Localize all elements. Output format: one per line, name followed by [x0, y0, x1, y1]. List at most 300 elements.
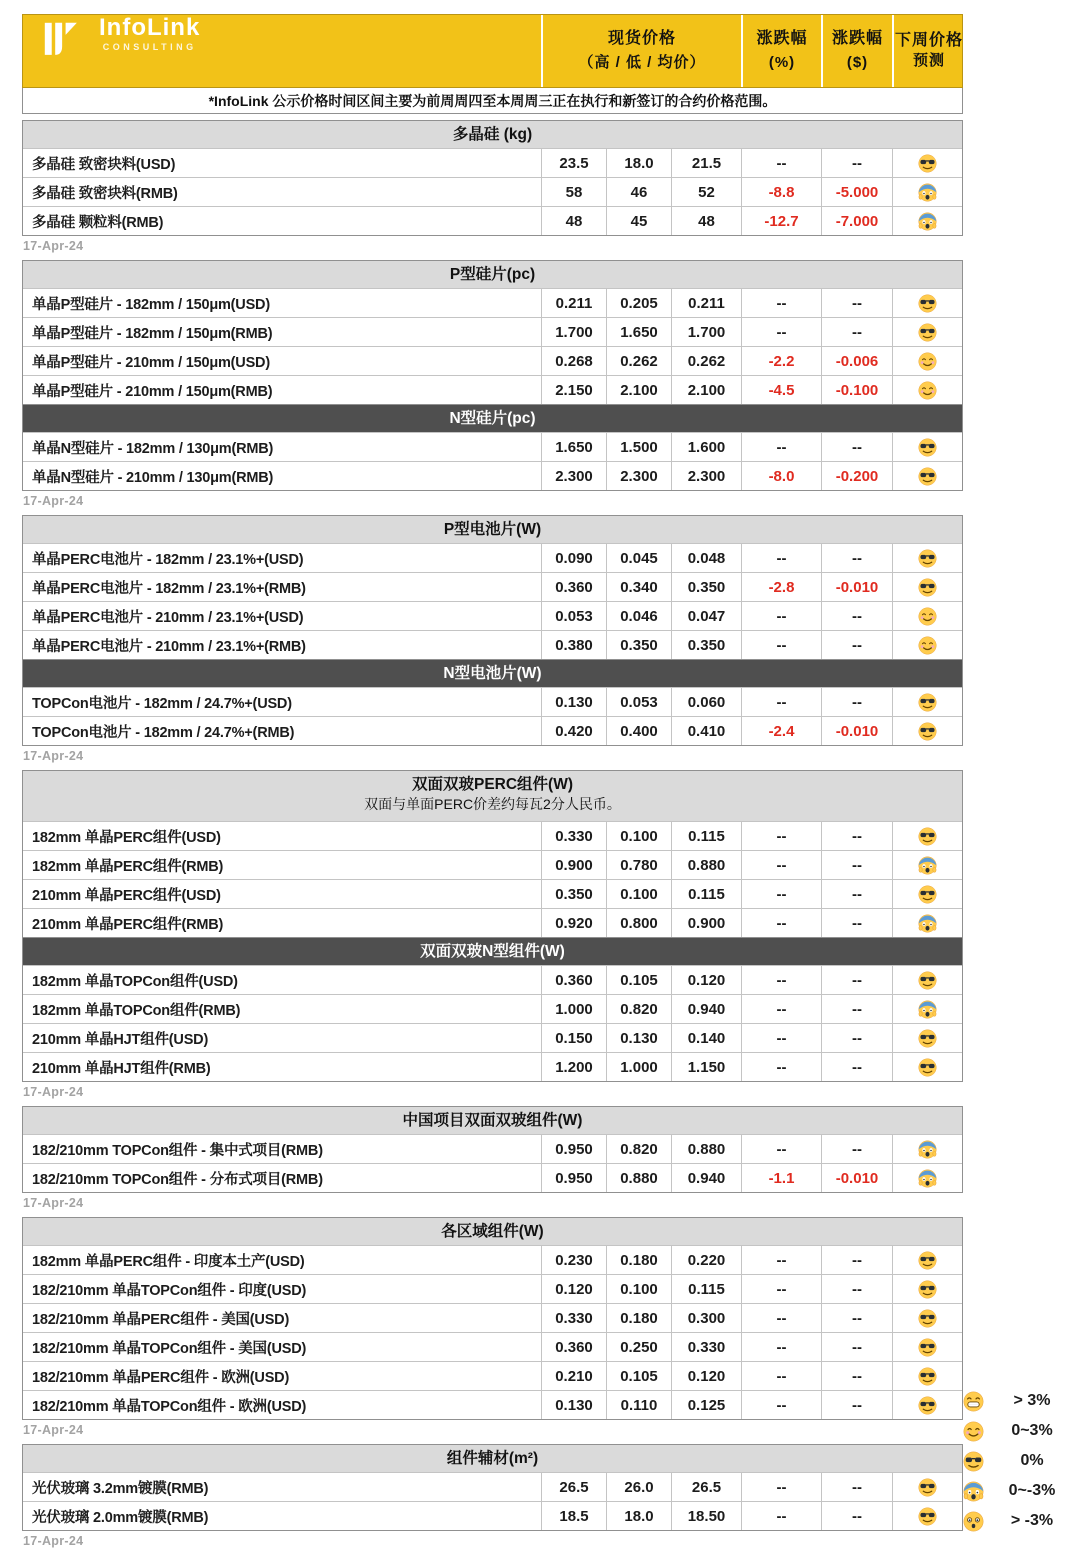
cell-high: 58 [541, 178, 606, 206]
table-row [23, 630, 962, 659]
cell-change-pct: -- [741, 966, 821, 994]
cell-forecast [892, 1164, 962, 1192]
cell-change-pct: -8.0 [741, 462, 821, 490]
cell-name: 182/210mm 单晶TOPCon组件 - 欧洲(USD) [32, 1398, 307, 1415]
sunglasses-emoji-icon [918, 467, 937, 486]
cell-name: 210mm 单晶PERC组件(USD) [32, 887, 221, 904]
column-header-forecast: 下周价格 预测 [892, 15, 964, 87]
cell-avg: 0.262 [671, 347, 741, 375]
cell-change-usd: -- [821, 318, 892, 346]
sunglasses-emoji-icon [918, 1280, 937, 1299]
cell-change-usd: -0.010 [821, 717, 892, 745]
cell-forecast [892, 1502, 962, 1530]
date-stamp: 17-Apr-24 [23, 1085, 84, 1099]
cell-change-usd: -- [821, 995, 892, 1023]
sunglasses-emoji-icon [918, 693, 937, 712]
cell-high: 48 [541, 207, 606, 235]
cell-forecast [892, 1473, 962, 1501]
cell-change-usd: -- [821, 289, 892, 317]
cell-high: 2.150 [541, 376, 606, 404]
date-stamp: 17-Apr-24 [23, 1423, 84, 1437]
section-header [23, 516, 962, 543]
legend-label: > 3% [1013, 1392, 1051, 1409]
cell-low: 1.500 [606, 433, 671, 461]
sunglasses-emoji-icon [918, 294, 937, 313]
legend-entry [960, 1386, 1078, 1416]
cell-low: 2.300 [606, 462, 671, 490]
table-row [23, 908, 962, 937]
cell-change-usd: -- [821, 1333, 892, 1361]
section-title: N型电池片(W) [443, 665, 542, 682]
cell-forecast [892, 1024, 962, 1052]
cell-change-pct: -- [741, 602, 821, 630]
section-group [22, 1217, 963, 1420]
cell-forecast [892, 1246, 962, 1274]
cell-change-pct: -- [741, 688, 821, 716]
cell-low: 0.110 [606, 1391, 671, 1419]
cell-forecast [892, 602, 962, 630]
cell-high: 1.200 [541, 1053, 606, 1081]
cell-forecast [892, 178, 962, 206]
cell-name: 单晶P型硅片 - 182mm / 150μm(USD) [32, 296, 270, 313]
cell-low: 0.350 [606, 631, 671, 659]
cell-forecast [892, 1391, 962, 1419]
cell-high: 0.053 [541, 602, 606, 630]
table-row [23, 601, 962, 630]
date-stamp: 17-Apr-24 [23, 1534, 84, 1548]
date-stamp: 17-Apr-24 [23, 1196, 84, 1210]
cell-change-pct: -- [741, 1053, 821, 1081]
cell-low: 0.053 [606, 688, 671, 716]
cell-change-usd: -- [821, 1024, 892, 1052]
cell-change-usd: -- [821, 1502, 892, 1530]
cell-name: 182mm 单晶PERC组件(RMB) [32, 858, 224, 875]
legend-label: > -3% [1010, 1512, 1054, 1529]
cell-forecast [892, 289, 962, 317]
section-group [22, 1444, 963, 1531]
date-stamp: 17-Apr-24 [23, 494, 84, 508]
legend-label: 0~3% [1011, 1422, 1053, 1439]
cell-name: 210mm 单晶HJT组件(RMB) [32, 1060, 211, 1077]
cell-change-usd: -- [821, 1391, 892, 1419]
cell-change-pct: -- [741, 631, 821, 659]
cell-change-usd: -- [821, 631, 892, 659]
cell-change-pct: -- [741, 1024, 821, 1052]
cell-avg: 2.100 [671, 376, 741, 404]
cell-name: 单晶PERC电池片 - 210mm / 23.1%+(RMB) [32, 638, 306, 655]
cell-low: 45 [606, 207, 671, 235]
section-group [22, 260, 963, 491]
cell-forecast [892, 717, 962, 745]
logo-sub-text: CONSULTING [102, 42, 197, 52]
cell-avg: 0.940 [671, 995, 741, 1023]
table-row [23, 1134, 962, 1163]
cell-avg: 1.600 [671, 433, 741, 461]
cell-change-pct: -- [741, 1304, 821, 1332]
cell-high: 0.950 [541, 1135, 606, 1163]
infolink-logo-icon [37, 15, 89, 67]
cell-change-pct: -8.8 [741, 178, 821, 206]
cell-change-pct: -2.2 [741, 347, 821, 375]
cell-forecast [892, 966, 962, 994]
cell-avg: 0.350 [671, 631, 741, 659]
table-row [23, 288, 962, 317]
cell-name: 182mm 单晶TOPCon组件(USD) [32, 973, 238, 990]
cell-low: 0.340 [606, 573, 671, 601]
cell-avg: 0.350 [671, 573, 741, 601]
cell-change-usd: -- [821, 909, 892, 937]
cell-avg: 2.300 [671, 462, 741, 490]
cell-low: 18.0 [606, 149, 671, 177]
section-group [22, 1106, 963, 1193]
cell-change-usd: -- [821, 1304, 892, 1332]
table-row [23, 1361, 962, 1390]
cell-forecast [892, 822, 962, 850]
cell-name: 182/210mm TOPCon组件 - 集中式项目(RMB) [32, 1142, 323, 1159]
cell-name: 182mm 单晶TOPCon组件(RMB) [32, 1002, 241, 1019]
section-header [23, 1445, 962, 1472]
cell-change-pct: -- [741, 149, 821, 177]
cell-high: 0.130 [541, 1391, 606, 1419]
cell-forecast [892, 880, 962, 908]
cell-avg: 1.150 [671, 1053, 741, 1081]
cell-change-pct: -- [741, 995, 821, 1023]
legend-label: 0% [1020, 1452, 1044, 1469]
price-period-note: *InfoLink 公示价格时间区间主要为前周周四至本周周三正在执行和新签订的合约价格范围。 [22, 88, 963, 114]
sunglasses-emoji-icon [918, 1058, 937, 1077]
cell-change-usd: -5.000 [821, 178, 892, 206]
cell-name: 182/210mm 单晶TOPCon组件 - 印度(USD) [32, 1282, 307, 1299]
cell-change-pct: -- [741, 318, 821, 346]
cell-avg: 0.410 [671, 717, 741, 745]
cell-change-usd: -- [821, 851, 892, 879]
section-title: P型电池片(W) [443, 521, 542, 538]
cell-change-pct: -- [741, 1502, 821, 1530]
cell-forecast [892, 462, 962, 490]
cell-change-usd: -0.200 [821, 462, 892, 490]
sunglasses-emoji-icon [918, 885, 937, 904]
cell-forecast [892, 433, 962, 461]
cell-forecast [892, 1362, 962, 1390]
table-row [23, 1303, 962, 1332]
table-row [23, 1332, 962, 1361]
cell-avg: 0.211 [671, 289, 741, 317]
cell-name: TOPCon电池片 - 182mm / 24.7%+(RMB) [32, 724, 295, 741]
legend-icon-wrap [960, 1481, 986, 1502]
cell-high: 1.650 [541, 433, 606, 461]
cell-change-usd: -- [821, 433, 892, 461]
section-title: P型硅片(pc) [449, 266, 536, 283]
cell-change-usd: -- [821, 1362, 892, 1390]
cell-name: TOPCon电池片 - 182mm / 24.7%+(USD) [32, 695, 292, 712]
cell-high: 0.900 [541, 851, 606, 879]
smile-emoji-icon [918, 607, 937, 626]
cell-avg: 48 [671, 207, 741, 235]
scream-emoji-icon [918, 183, 937, 202]
sunglasses-emoji-icon [918, 323, 937, 342]
date-stamp: 17-Apr-24 [23, 239, 84, 253]
cell-name: 多晶硅 致密块料(RMB) [32, 185, 178, 202]
scream-emoji-icon [918, 1000, 937, 1019]
sunglasses-emoji-icon [918, 1507, 937, 1526]
table-row [23, 148, 962, 177]
section-header [23, 1218, 962, 1245]
cell-change-pct: -- [741, 851, 821, 879]
smile-emoji-icon [918, 352, 937, 371]
table-row [23, 1390, 962, 1419]
cell-forecast [892, 1135, 962, 1163]
legend-icon-wrap [960, 1391, 986, 1412]
table-row [23, 206, 962, 235]
cell-change-pct: -- [741, 1473, 821, 1501]
table-row [23, 1023, 962, 1052]
cell-change-pct: -2.4 [741, 717, 821, 745]
cell-low: 0.100 [606, 1275, 671, 1303]
cell-low: 0.100 [606, 822, 671, 850]
column-header-change-pct: 涨跌幅 (%) [741, 15, 821, 87]
smile-emoji-icon [918, 381, 937, 400]
section-subnote: 双面与单面PERC价差约每瓦2分人民币。 [364, 796, 621, 812]
cell-high: 0.150 [541, 1024, 606, 1052]
cell-name: 光伏玻璃 2.0mm镀膜(RMB) [32, 1509, 209, 1526]
cell-low: 1.000 [606, 1053, 671, 1081]
cell-low: 0.046 [606, 602, 671, 630]
cell-avg: 0.125 [671, 1391, 741, 1419]
section-title: 双面双玻PERC组件(W) [411, 776, 574, 793]
cell-forecast [892, 573, 962, 601]
cell-change-usd: -0.006 [821, 347, 892, 375]
cell-high: 0.360 [541, 573, 606, 601]
cell-forecast [892, 851, 962, 879]
table-row [23, 543, 962, 572]
section-title: 中国项目双面双玻组件(W) [402, 1112, 583, 1129]
cell-change-usd: -- [821, 149, 892, 177]
cell-name: 210mm 单晶HJT组件(USD) [32, 1031, 209, 1048]
cell-high: 0.330 [541, 1304, 606, 1332]
cell-change-usd: -- [821, 880, 892, 908]
sunglasses-emoji-icon [918, 1367, 937, 1386]
cell-high: 0.230 [541, 1246, 606, 1274]
legend-entry [960, 1446, 1078, 1476]
cell-avg: 18.50 [671, 1502, 741, 1530]
legend-entry [960, 1476, 1078, 1506]
legend-entry [960, 1416, 1078, 1446]
cell-low: 2.100 [606, 376, 671, 404]
table-row [23, 687, 962, 716]
cell-name: 182/210mm 单晶PERC组件 - 欧洲(USD) [32, 1369, 290, 1386]
cell-avg: 0.060 [671, 688, 741, 716]
sunglasses-emoji-icon [918, 154, 937, 173]
price-table [22, 14, 963, 1555]
cell-avg: 21.5 [671, 149, 741, 177]
cell-change-pct: -- [741, 1391, 821, 1419]
legend-icon-wrap [960, 1451, 986, 1472]
cell-forecast [892, 909, 962, 937]
cell-change-usd: -- [821, 1053, 892, 1081]
cell-name: 多晶硅 颗粒料(RMB) [32, 214, 164, 231]
cell-avg: 1.700 [671, 318, 741, 346]
sunglasses-emoji-icon [918, 438, 937, 457]
legend-icon-wrap [960, 1421, 986, 1442]
cell-low: 26.0 [606, 1473, 671, 1501]
cell-low: 0.105 [606, 1362, 671, 1390]
cell-change-pct: -- [741, 1275, 821, 1303]
sunglasses-emoji-icon [918, 1396, 937, 1415]
cell-change-pct: -4.5 [741, 376, 821, 404]
infolink-logo [23, 15, 541, 87]
cell-name: 单晶PERC电池片 - 210mm / 23.1%+(USD) [32, 609, 304, 626]
cell-high: 0.350 [541, 880, 606, 908]
cell-name: 单晶P型硅片 - 210mm / 150μm(RMB) [32, 383, 273, 400]
cell-high: 0.210 [541, 1362, 606, 1390]
legend-entry [960, 1506, 1078, 1536]
cell-change-usd: -7.000 [821, 207, 892, 235]
section-header [23, 771, 962, 821]
sunglasses-emoji-icon [918, 549, 937, 568]
cell-change-usd: -- [821, 602, 892, 630]
cell-change-usd: -- [821, 966, 892, 994]
cell-high: 0.920 [541, 909, 606, 937]
cell-high: 23.5 [541, 149, 606, 177]
cell-high: 26.5 [541, 1473, 606, 1501]
sunglasses-emoji-icon [918, 1029, 937, 1048]
cell-avg: 0.220 [671, 1246, 741, 1274]
cell-change-pct: -12.7 [741, 207, 821, 235]
cell-forecast [892, 207, 962, 235]
cell-change-usd: -- [821, 1275, 892, 1303]
table-row [23, 346, 962, 375]
scream-emoji-icon [918, 212, 937, 231]
cell-high: 0.130 [541, 688, 606, 716]
section-title: 双面双玻N型组件(W) [420, 943, 565, 960]
cell-forecast [892, 149, 962, 177]
cell-high: 0.330 [541, 822, 606, 850]
cell-low: 0.205 [606, 289, 671, 317]
sunglasses-emoji-icon [918, 1309, 937, 1328]
table-row [23, 461, 962, 490]
table-row [23, 432, 962, 461]
cell-name: 单晶N型硅片 - 182mm / 130μm(RMB) [32, 440, 274, 457]
cell-change-pct: -- [741, 433, 821, 461]
cell-name: 182/210mm 单晶PERC组件 - 美国(USD) [32, 1311, 290, 1328]
cell-name: 单晶PERC电池片 - 182mm / 23.1%+(USD) [32, 551, 304, 568]
table-row [23, 1052, 962, 1081]
table-row [23, 1501, 962, 1530]
sunglasses-emoji-icon [963, 1451, 984, 1472]
date-stamp: 17-Apr-24 [23, 749, 84, 763]
section-header [23, 1107, 962, 1134]
cell-high: 0.420 [541, 717, 606, 745]
cell-change-usd: -- [821, 688, 892, 716]
cell-change-usd: -- [821, 822, 892, 850]
section-header [23, 261, 962, 288]
cell-change-pct: -1.1 [741, 1164, 821, 1192]
cell-forecast [892, 1275, 962, 1303]
cell-low: 0.250 [606, 1333, 671, 1361]
section-header [23, 121, 962, 148]
section-title: 组件辅材(m²) [446, 1450, 539, 1467]
sunglasses-emoji-icon [918, 1338, 937, 1357]
cell-high: 0.950 [541, 1164, 606, 1192]
cell-forecast [892, 631, 962, 659]
sections-host [22, 120, 963, 1548]
cell-low: 0.800 [606, 909, 671, 937]
table-row [23, 994, 962, 1023]
section-group [22, 120, 963, 236]
cell-low: 46 [606, 178, 671, 206]
cell-avg: 0.120 [671, 966, 741, 994]
cell-low: 0.105 [606, 966, 671, 994]
cell-name: 光伏玻璃 3.2mm镀膜(RMB) [32, 1480, 209, 1497]
cell-change-usd: -0.100 [821, 376, 892, 404]
dizzy-emoji-icon [963, 1511, 984, 1532]
cell-high: 1.000 [541, 995, 606, 1023]
cell-avg: 52 [671, 178, 741, 206]
section-header [23, 404, 962, 432]
forecast-legend [960, 1386, 1078, 1536]
table-row [23, 177, 962, 206]
cell-change-pct: -- [741, 1362, 821, 1390]
cell-high: 18.5 [541, 1502, 606, 1530]
cell-avg: 26.5 [671, 1473, 741, 1501]
table-row [23, 1274, 962, 1303]
cell-name: 多晶硅 致密块料(USD) [32, 156, 176, 173]
cell-low: 0.180 [606, 1246, 671, 1274]
table-row [23, 850, 962, 879]
section-group [22, 770, 963, 1082]
cell-change-pct: -2.8 [741, 573, 821, 601]
cell-change-usd: -- [821, 1473, 892, 1501]
cell-forecast [892, 544, 962, 572]
cell-low: 0.400 [606, 717, 671, 745]
cell-change-pct: -- [741, 880, 821, 908]
cell-forecast [892, 376, 962, 404]
cell-name: 单晶P型硅片 - 210mm / 150μm(USD) [32, 354, 270, 371]
sunglasses-emoji-icon [918, 827, 937, 846]
table-row [23, 1245, 962, 1274]
cell-high: 0.090 [541, 544, 606, 572]
cell-change-pct: -- [741, 1135, 821, 1163]
cell-change-usd: -0.010 [821, 1164, 892, 1192]
cell-name: 182mm 单晶PERC组件(USD) [32, 829, 221, 846]
scream-emoji-icon [918, 1140, 937, 1159]
cell-high: 0.360 [541, 1333, 606, 1361]
section-title: 各区域组件(W) [441, 1223, 544, 1240]
cell-change-usd: -- [821, 1246, 892, 1274]
cell-name: 182/210mm 单晶TOPCon组件 - 美国(USD) [32, 1340, 307, 1357]
cell-high: 0.268 [541, 347, 606, 375]
section-title: 多晶硅 (kg) [452, 126, 533, 143]
column-header-change-usd: 涨跌幅 ($) [821, 15, 892, 87]
cell-avg: 0.048 [671, 544, 741, 572]
cell-change-pct: -- [741, 909, 821, 937]
cell-low: 0.045 [606, 544, 671, 572]
section-title: N型硅片(pc) [449, 410, 536, 427]
cell-high: 0.211 [541, 289, 606, 317]
cell-name: 182/210mm TOPCon组件 - 分布式项目(RMB) [32, 1171, 323, 1188]
cell-low: 0.100 [606, 880, 671, 908]
cell-low: 0.180 [606, 1304, 671, 1332]
cell-forecast [892, 347, 962, 375]
sunglasses-emoji-icon [918, 971, 937, 990]
sunglasses-emoji-icon [918, 578, 937, 597]
table-row [23, 1163, 962, 1192]
table-row [23, 1472, 962, 1501]
cell-low: 18.0 [606, 1502, 671, 1530]
cell-avg: 0.115 [671, 1275, 741, 1303]
cell-avg: 0.140 [671, 1024, 741, 1052]
table-row [23, 965, 962, 994]
